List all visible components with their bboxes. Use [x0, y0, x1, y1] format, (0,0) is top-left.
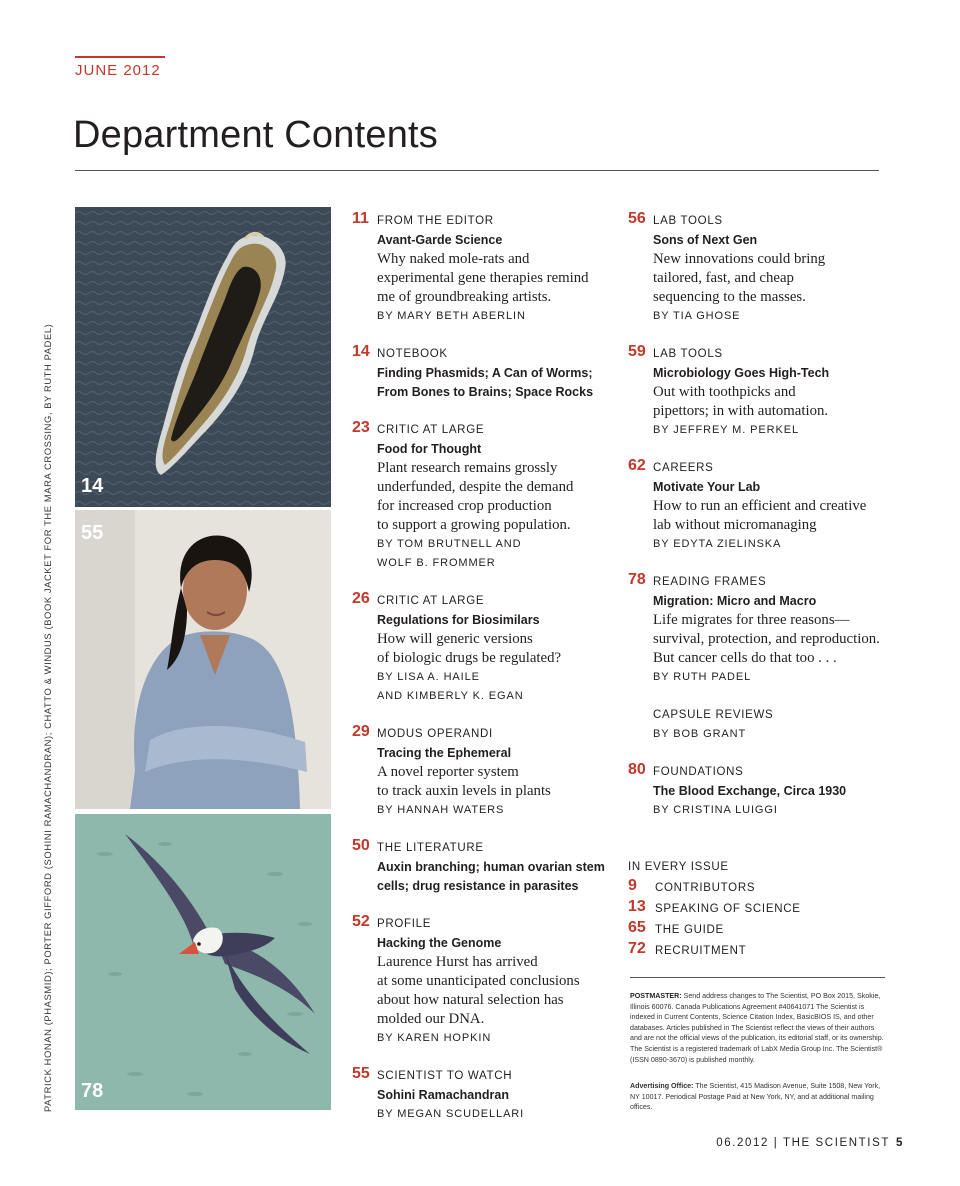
entry-byline: BY BOB GRANT — [653, 728, 747, 740]
scientist-portrait-photo — [75, 510, 331, 809]
entry-description: Plant research remains grossly — [377, 460, 558, 476]
entry-byline: BY JEFFREY M. PERKEL — [653, 424, 799, 436]
entry-page-number: 52 — [352, 913, 370, 930]
contents-entry[interactable] — [628, 573, 898, 687]
entry-byline: WOLF B. FROMMER — [377, 557, 496, 569]
entry-byline: AND KIMBERLY K. EGAN — [377, 690, 524, 702]
entry-section: THE GUIDE — [655, 924, 724, 936]
entry-headline: Hacking the Genome — [377, 936, 502, 950]
entry-section: CRITIC AT LARGE — [377, 595, 485, 607]
entry-headline: Migration: Micro and Macro — [653, 594, 817, 608]
every-issue-item[interactable] — [628, 940, 898, 961]
entry-description: How to run an efficient and creative — [653, 498, 867, 514]
entry-byline: BY TIA GHOSE — [653, 310, 741, 322]
every-issue-item[interactable] — [628, 877, 898, 898]
advertising-office-notice — [630, 1081, 886, 1113]
entry-section: SPEAKING OF SCIENCE — [655, 903, 801, 915]
entry-page-number: 78 — [628, 571, 646, 588]
entry-byline: BY KAREN HOPKIN — [377, 1032, 492, 1044]
contents-entry[interactable] — [352, 1067, 622, 1124]
entry-headline: Motivate Your Lab — [653, 480, 761, 494]
entry-byline: BY EDYTA ZIELINSKA — [653, 538, 782, 550]
entry-page-number: 14 — [352, 343, 370, 360]
entry-description: pipettors; in with automation. — [653, 403, 829, 419]
photo-page-label: 14 — [81, 475, 104, 497]
entry-section: READING FRAMES — [653, 576, 767, 588]
photo-page-label: 78 — [81, 1080, 104, 1102]
entry-headline: Food for Thought — [377, 442, 482, 456]
entry-page-number: 62 — [628, 457, 646, 474]
entry-headline: Regulations for Biosimilars — [377, 613, 540, 627]
postmaster-rule — [630, 977, 885, 978]
entry-section: THE LITERATURE — [377, 842, 484, 854]
entry-byline: BY MARY BETH ABERLIN — [377, 310, 526, 322]
entry-section: CONTRIBUTORS — [655, 882, 756, 894]
island-aerial-photo — [75, 207, 331, 507]
page-title: Department Contents — [73, 114, 438, 156]
entry-description: survival, protection, and reproduction. — [653, 631, 880, 647]
entry-description: How will generic versions — [377, 631, 533, 647]
entry-description: But cancer cells do that too . . . — [653, 650, 837, 666]
entry-page-number: 80 — [628, 761, 646, 778]
entry-byline: BY LISA A. HAILE — [377, 671, 480, 683]
entry-description: of biologic drugs be regulated? — [377, 650, 562, 666]
entry-headline: From Bones to Brains; Space Rocks — [377, 385, 594, 399]
entry-section: LAB TOOLS — [653, 215, 723, 227]
entry-description: Laurence Hurst has arrived — [377, 954, 538, 970]
advertising-text: The Scientist, 415 Madison Avenue, Suite 1508, New York, NY 10017. Periodical Postage Paid at New York, NY, and at additional mailing offices. — [630, 1082, 881, 1112]
entry-byline: BY TOM BRUTNELL AND — [377, 538, 522, 550]
contents-entry[interactable] — [628, 459, 898, 554]
entry-description: Why naked mole-rats and — [377, 251, 530, 267]
contents-entry[interactable] — [352, 915, 622, 1048]
entry-section: PROFILE — [377, 918, 432, 930]
entry-page-number: 56 — [628, 210, 646, 227]
entry-page-number: 65 — [628, 919, 646, 936]
entry-section: CAREERS — [653, 462, 714, 474]
entry-description: Life migrates for three reasons— — [653, 612, 850, 628]
entry-page-number: 72 — [628, 940, 646, 957]
entry-headline: Sohini Ramachandran — [377, 1088, 509, 1102]
entry-description: lab without micromanaging — [653, 517, 817, 533]
entry-description: sequencing to the masses. — [653, 289, 806, 305]
every-issue-item[interactable] — [628, 898, 898, 919]
contents-entry[interactable] — [352, 839, 622, 896]
entry-section: LAB TOOLS — [653, 348, 723, 360]
page-number: 5 — [896, 1137, 904, 1149]
postmaster-text: Send address changes to The Scientist, PO Box 2015, Skokie, Illinois 60076. Canada Publications Agreement #40641071 The Scientist is indexed in Current Contents, Science Citation Index, BasicBIOS IS, and other databases. Articles published in The Scientist reflect the views of their authors and are not the official views of the publication, its editorial staff, or its ownership. The Scientist is a registered trademark of LabX Media Group Inc. The Scientist® (ISSN 0890-3670) is published monthly. — [630, 992, 884, 1064]
title-rule — [75, 170, 879, 171]
entry-section: MODUS OPERANDI — [377, 728, 493, 740]
entry-description: experimental gene therapies remind — [377, 270, 589, 286]
entry-headline: cells; drug resistance in parasites — [377, 879, 579, 893]
entry-section: FROM THE EDITOR — [377, 215, 494, 227]
entry-description: for increased crop production — [377, 498, 552, 514]
page-footer — [716, 1137, 904, 1149]
entry-description: to track auxin levels in plants — [377, 783, 551, 799]
every-issue-section — [628, 858, 898, 961]
advertising-lead: Advertising Office: — [630, 1082, 694, 1090]
entry-page-number: 26 — [352, 590, 370, 607]
entry-headline: Avant-Garde Science — [377, 233, 503, 247]
entry-byline: BY CRISTINA LUIGGI — [653, 804, 778, 816]
entry-description: Out with toothpicks and — [653, 384, 796, 400]
entry-page-number: 23 — [352, 419, 370, 436]
entry-headline: The Blood Exchange, Circa 1930 — [653, 784, 847, 798]
entry-section: CRITIC AT LARGE — [377, 424, 485, 436]
entry-page-number: 11 — [352, 210, 369, 227]
contents-entry[interactable] — [352, 421, 622, 573]
entry-description: about how natural selection has — [377, 992, 564, 1008]
entry-page-number: 13 — [628, 898, 646, 915]
entry-description: New innovations could bring — [653, 251, 826, 267]
entry-byline: BY MEGAN SCUDELLARI — [377, 1108, 525, 1120]
contents-entry[interactable] — [628, 763, 898, 820]
entry-section: CAPSULE REVIEWS — [653, 709, 774, 721]
contents-entry[interactable] — [628, 212, 898, 326]
contents-entry[interactable] — [352, 592, 622, 706]
entry-section: RECRUITMENT — [655, 945, 747, 957]
entry-section: FOUNDATIONS — [653, 766, 744, 778]
contents-column-2 — [628, 212, 898, 961]
entry-page-number: 59 — [628, 343, 646, 360]
entry-section: SCIENTIST TO WATCH — [377, 1070, 513, 1082]
entry-headline: Finding Phasmids; A Can of Worms; — [377, 366, 593, 380]
contents-entry[interactable] — [352, 212, 622, 326]
postmaster-lead: POSTMASTER: — [630, 992, 682, 1000]
entry-headline: Auxin branching; human ovarian stem — [377, 860, 605, 874]
entry-byline: BY HANNAH WATERS — [377, 804, 505, 816]
entry-page-number: 50 — [352, 837, 370, 854]
entry-description: at some unanticipated conclusions — [377, 973, 580, 989]
every-issue-heading: IN EVERY ISSUE — [628, 861, 729, 873]
contents-entry[interactable] — [628, 706, 898, 744]
photo-page-label: 55 — [81, 522, 104, 544]
entry-section: NOTEBOOK — [377, 348, 448, 360]
entry-description: to support a growing population. — [377, 517, 571, 533]
entry-byline: BY RUTH PADEL — [653, 671, 752, 683]
footer-text: 06.2012 | THE SCIENTIST — [716, 1137, 890, 1149]
postmaster-notice — [630, 991, 886, 1065]
entry-headline: Tracing the Ephemeral — [377, 746, 512, 760]
contents-entry[interactable] — [628, 345, 898, 440]
entry-headline: Microbiology Goes High-Tech — [653, 366, 830, 380]
entry-description: molded our DNA. — [377, 1011, 485, 1027]
entry-description: A novel reporter system — [377, 764, 519, 780]
entry-headline: Sons of Next Gen — [653, 233, 758, 247]
entry-page-number: 29 — [352, 723, 370, 740]
entry-description: tailored, fast, and cheap — [653, 270, 794, 286]
contents-entry[interactable] — [352, 725, 622, 820]
swallow-illustration — [75, 814, 331, 1110]
photo-credit: PATRICK HONAN (PHASMID); PORTER GIFFORD (SOHINI RAMACHANDRAN); CHATTO & WINDUS (BOOK JACKET FOR THE MARA CROSSING, BY RUTH PADEL) — [42, 323, 53, 1112]
contents-entry[interactable] — [352, 345, 622, 402]
entry-description: underfunded, despite the demand — [377, 479, 574, 495]
issue-date: JUNE 2012 — [75, 62, 161, 79]
date-rule — [75, 56, 165, 58]
entry-page-number: 55 — [352, 1065, 370, 1082]
entry-description: me of groundbreaking artists. — [377, 289, 552, 305]
every-issue-item[interactable] — [628, 919, 898, 940]
entry-page-number: 9 — [628, 877, 637, 894]
contents-column-1 — [352, 212, 622, 1124]
